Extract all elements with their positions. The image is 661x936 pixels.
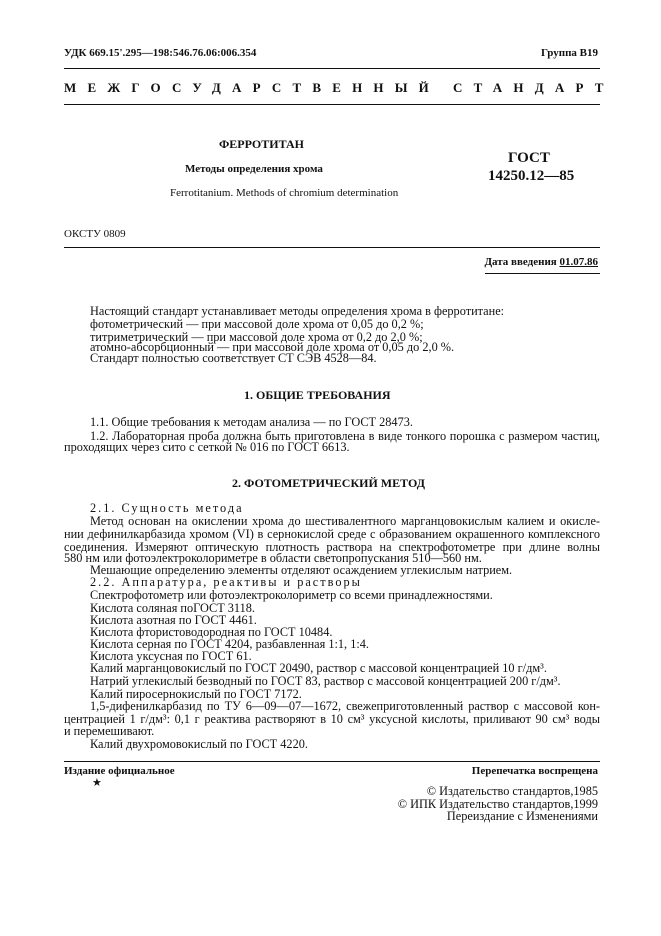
gost-label: ГОСТ [508,150,550,166]
reagent-item: Спектрофотометр или фотоэлектроколориметр со всеми принадлежностями. [90,588,493,602]
method-text: нии дефинилкарбазида хромом (VI) в сернокислой среде с образованием окрашенного комплексного [64,527,600,541]
clause-2-2-title: 2.2. Аппаратура, реактивы и растворы [90,575,362,589]
title-rule [64,247,600,248]
intro-line: Настоящий стандарт устанавливает методы определения хрома в ферротитане: [90,304,505,318]
reagent-item: Калий двухромовокислый по ГОСТ 4220. [90,737,308,751]
intro-line: титриметрический — при массовой доле хрома от 0,2 до 2,0 %; [90,330,423,344]
method-text: 580 нм или фотоэлектроколориметре в области светопропускания 510—560 нм. [64,551,482,565]
document-subtitle: Методы определения хрома [185,163,323,175]
english-title: Ferrotitanium. Methods of chromium determination [170,187,399,199]
clause-1-2-cont: проходящих через сито с сеткой № 016 по ГОСТ 6613. [64,440,350,454]
reagent-item: Натрий углекислый безводный по ГОСТ 83, раствор с массовой концентрацией 200 г/дм³. [90,674,561,688]
date-rule [485,273,600,274]
reagent-dpk: центрацией 1 г/дм³: 0,1 г реактива растворяют в 10 см³ уксусной кислоты, приливают 90 см³ воды [64,712,600,726]
banner-rule [64,104,600,105]
section-1-heading: 1. ОБЩИЕ ТРЕБОВАНИЯ [244,388,391,402]
reagent-item: Кислота уксусная по ГОСТ 61. [90,649,252,663]
reagent-item: Кислота серная по ГОСТ 4204, разбавленная 1:1, 1:4. [90,637,369,651]
banner-interstate: МЕЖГОСУДАРСТВЕННЫЙ [64,80,440,95]
reagent-item: Кислота фтористоводородная по ГОСТ 10484. [90,625,333,639]
star-icon: ★ [92,777,102,789]
method-text: соединения. Измеряют оптическую плотность раствора на спектрофотометре при длине волны [64,540,600,554]
intro-line: Стандарт полностью соответствует СТ СЭВ 4528—84. [90,351,377,365]
gost-number: 14250.12—85 [488,168,575,184]
reagent-item: Кислота соляная поГОСТ 3118. [90,601,255,615]
clause-1-1: 1.1. Общие требования к методам анализа — по ГОСТ 28473. [90,415,413,429]
date-value: 01.07.86 [559,256,598,268]
group-code: Группа В19 [540,47,598,59]
udk-code: УДК 669.15'.295—198:546.76.06:006.354 [64,47,257,59]
reagent-item: Кислота азотная по ГОСТ 4461. [90,613,257,627]
reagent-item: Калий пиросернокислый по ГОСТ 7172. [90,687,302,701]
reprint-prohibited: Перепечатка воспрещена [471,765,598,777]
reagent-item: Калий марганцовокислый по ГОСТ 20490, раствор с массовой концентрацией 10 г/дм³. [90,661,547,675]
introduction-date [484,256,598,268]
section-2-heading: 2. ФОТОМЕТРИЧЕСКИЙ МЕТОД [232,476,425,490]
document-title: ФЕРРОТИТАН [219,137,304,151]
copyright-1985: © Издательство стандартов,1985 [426,784,598,798]
banner-standard: СТАНДАРТ [453,80,615,95]
method-text: Мешающие определению элементы отделяют осаждением углекислым натрием. [90,563,513,577]
intro-line: атомно-абсорбционный — при массовой доле хрома от 0,05 до 2,0 %. [90,340,455,354]
clause-2-1-title: 2.1. Сущность метода [90,501,244,515]
method-text: Метод основан на окислении хрома до шестивалентного марганцовокислым калием и окисле- [90,514,600,528]
footer-rule [64,761,600,762]
date-label: Дата введения [484,256,557,268]
intro-line: фотометрический — при массовой доле хрома от 0,05 до 0,2 %; [90,317,424,331]
okstu-code: ОКСТУ 0809 [64,228,126,240]
reagent-dpk: 1,5-дифенилкарбазид по ТУ 6—09—07—1672, свежеприготовленный раствор с массовой кон- [90,699,600,713]
reagent-dpk: и перемешивают. [64,724,155,738]
official-edition: Издание официальное [64,765,175,777]
header-rule [64,68,600,69]
clause-1-2: 1.2. Лабораторная проба должна быть приготовлена в виде тонкого порошка с размером частиц, [90,429,600,443]
copyright-1999: © ИПК Издательство стандартов,1999 [397,797,598,811]
reissue-note: Переиздание с Изменениями [446,809,598,823]
